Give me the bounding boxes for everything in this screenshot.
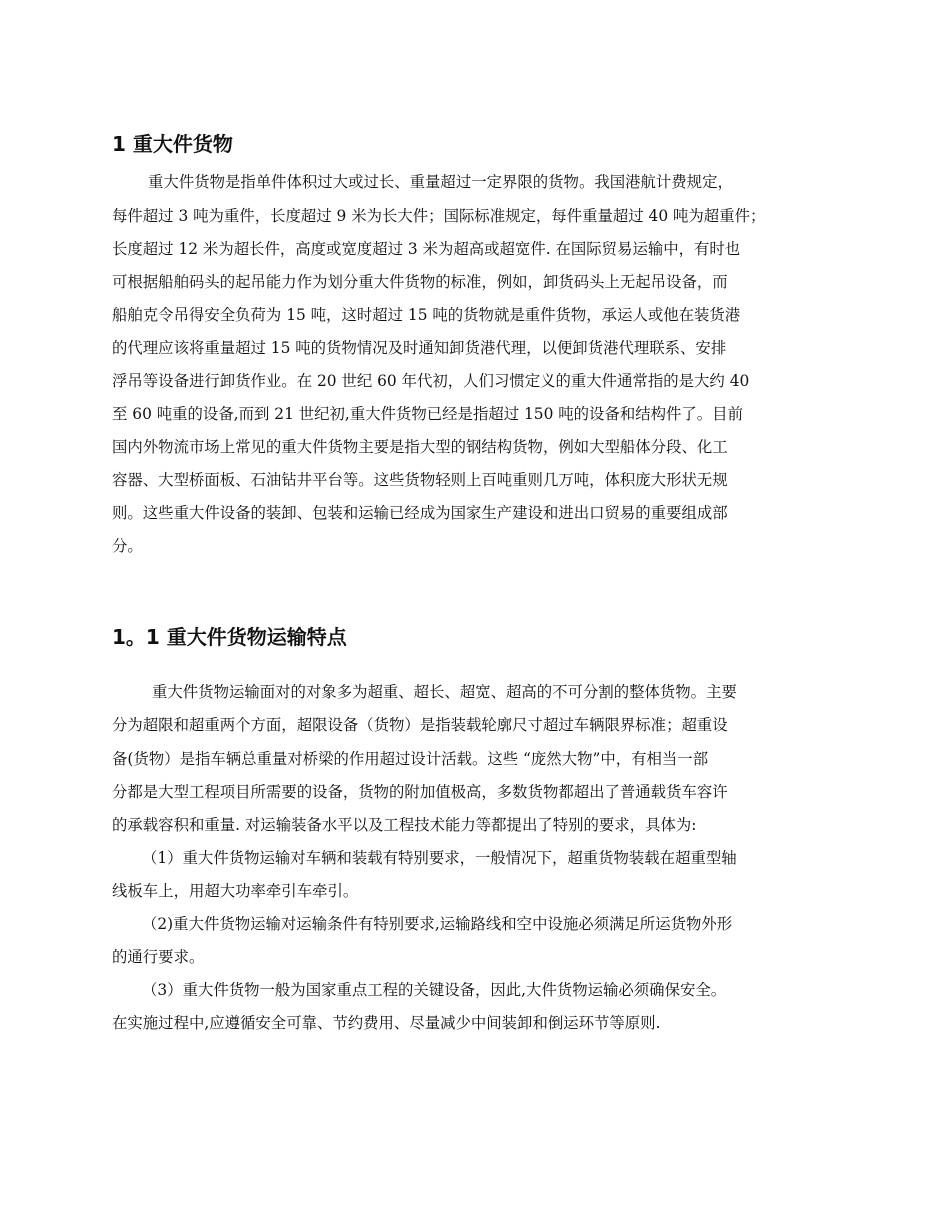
paragraph-line: 浮吊等设备进行卸货作业。在 20 世纪 60 年代初，人们习惯定义的重大件通常指的是大约 40 [112, 372, 750, 390]
paragraph-line: 备(货物）是指车辆总重量对桥梁的作用超过设计活载。这些 “庞然大物”中，有相当一部 [112, 750, 709, 768]
paragraph-line: 则。这些重大件设备的装卸、包装和运输已经成为国家生产建设和进出口贸易的重要组成部 [112, 504, 728, 522]
paragraph-line: 国内外物流市场上常见的重大件货物主要是指大型的钢结构货物，例如大型船体分段、化工 [112, 438, 728, 456]
list-item-line: 线板车上，用超大功率牵引车牵引。 [112, 882, 359, 900]
paragraph-line: 的承载容积和重量. 对运输装备水平以及工程技术能力等都提出了特别的要求，具体为: [112, 816, 697, 834]
paragraph-line: 重大件货物运输面对的对象多为超重、超长、超宽、超高的不可分割的整体货物。主要 [152, 683, 737, 701]
paragraph-line: 分为超限和超重两个方面，超限设备（货物）是指装载轮廓尺寸超过车辆限界标准；超重设 [112, 716, 728, 734]
paragraph-line: 的代理应该将重量超过 15 吨的货物情况及时通知卸货港代理，以便卸货港代理联系、安排 [112, 339, 727, 357]
paragraph-line: 重大件货物是指单件体积过大或过长、重量超过一定界限的货物。我国港航计费规定， [148, 173, 733, 191]
list-item-line: （1）重大件货物运输对车辆和装载有特别要求，一般情况下，超重货物装载在超重型轴 [142, 849, 737, 867]
list-item-line: 在实施过程中,应遵循安全可靠、节约费用、尽量减少中间装卸和倒运环节等原则. [112, 1014, 661, 1032]
paragraph-line: 每件超过 3 吨为重件，长度超过 9 米为长大件；国际标准规定，每件重量超过 40 吨为超重件； [112, 207, 766, 225]
paragraph-line: 长度超过 12 米为超长件，高度或宽度超过 3 米为超高或超宽件. 在国际贸易运输中，有时也 [112, 240, 741, 258]
paragraph-line: 容器、大型桥面板、石油钻井平台等。这些货物轻则上百吨重则几万吨，体积庞大形状无规 [112, 471, 728, 489]
paragraph-line: 分。 [112, 537, 143, 555]
section-heading-1: 1 重大件货物 [112, 132, 233, 156]
section-heading-1-1: 1。1 重大件货物运输特点 [112, 625, 347, 649]
list-item-line: （2)重大件货物运输对运输条件有特别要求,运输路线和空中设施必须满足所运货物外形 [142, 915, 733, 933]
list-item-line: （3）重大件货物一般为国家重点工程的关键设备，因此,大件货物运输必须确保安全。 [142, 981, 727, 999]
list-item-line: 的通行要求。 [112, 948, 205, 966]
paragraph-line: 船舶克令吊得安全负荷为 15 吨，这时超过 15 吨的货物就是重件货物，承运人或他在装货港 [112, 306, 741, 324]
paragraph-line: 至 60 吨重的设备,而到 21 世纪初,重大件货物已经是指超过 150 吨的设备和结构件了。目前 [112, 405, 743, 423]
paragraph-line: 可根据船舶码头的起吊能力作为划分重大件货物的标准，例如，卸货码头上无起吊设备，而 [112, 273, 728, 291]
paragraph-line: 分都是大型工程项目所需要的设备，货物的附加值极高，多数货物都超出了普通载货车容许 [112, 783, 728, 801]
